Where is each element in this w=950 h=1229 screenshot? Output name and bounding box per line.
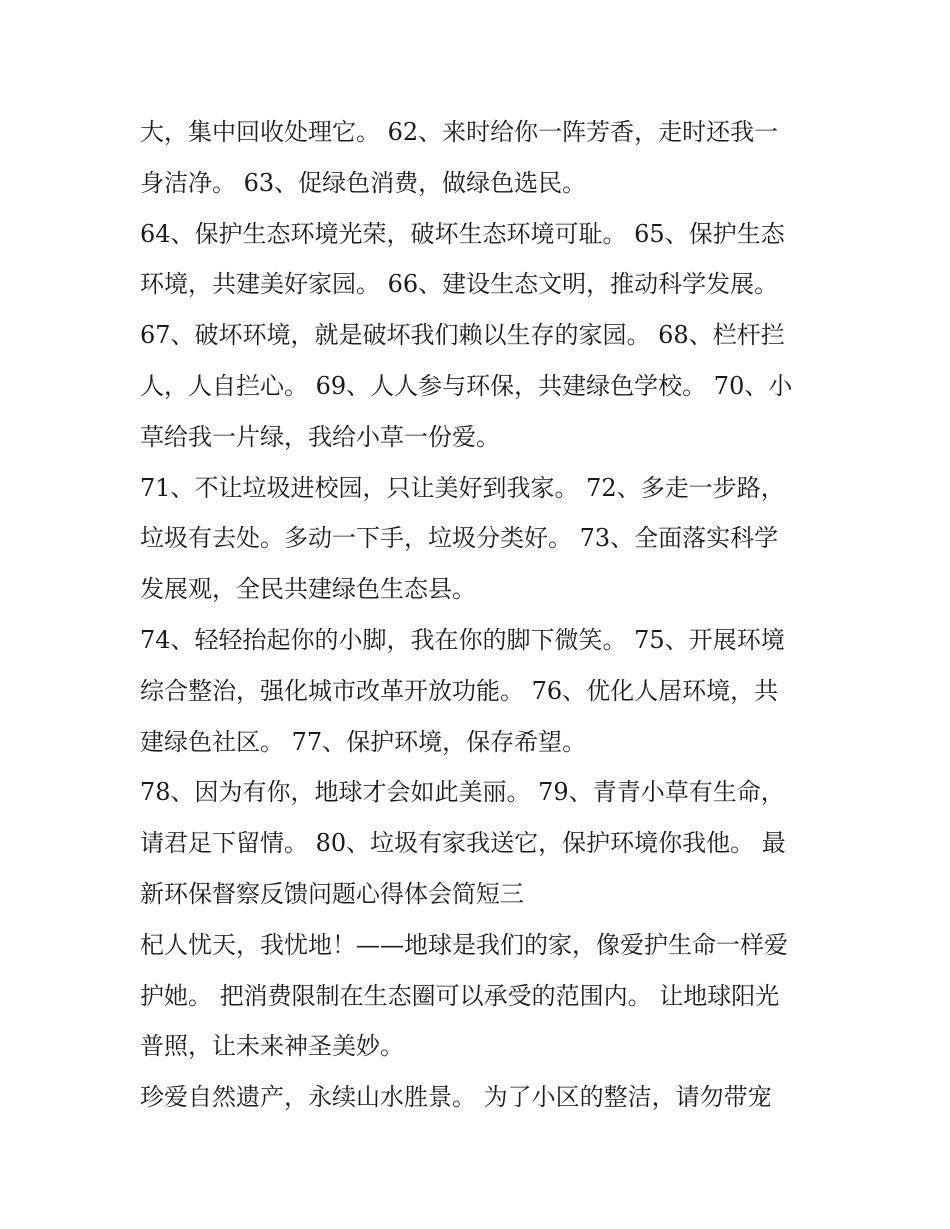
text-line: 草给我一片绿，我给小草一份爱。 (140, 422, 500, 451)
text-line: 杞人忧天，我忧地！——地球是我们的家，像爱护生命一样爱 (140, 930, 788, 959)
text-line: 78、因为有你，地球才会如此美丽。 79、青青小草有生命， (140, 778, 785, 807)
text-line: 71、不让垃圾进校园，只让美好到我家。 72、多走一步路， (140, 473, 785, 502)
text-line: 环境，共建美好家园。 66、建设生态文明，推动科学发展。 (140, 270, 779, 299)
text-line: 请君足下留情。 80、垃圾有家我送它，保护环境你我他。 最 (140, 829, 786, 858)
text-line: 珍爱自然遗产，永续山水胜景。 为了小区的整洁，请勿带宠 (140, 1083, 772, 1112)
body-text (140, 107, 820, 1123)
text-line: 身洁净。 63、促绿色消费，做绿色选民。 (140, 168, 587, 197)
text-line: 64、保护生态环境光荣，破坏生态环境可耻。 65、保护生态 (140, 219, 785, 248)
text-line: 普照，让未来神圣美妙。 (140, 1032, 404, 1061)
text-line: 垃圾有去处。多动一下手，垃圾分类好。 73、全面落实科学 (140, 524, 779, 553)
text-line: 综合整治，强化城市改革开放功能。 76、优化人居环境，共 (140, 676, 779, 705)
text-line: 74、轻轻抬起你的小脚，我在你的脚下微笑。 75、开展环境 (140, 625, 785, 654)
text-line: 发展观，全民共建绿色生态县。 (140, 575, 476, 604)
text-line: 大，集中回收处理它。 62、来时给你一阵芳香，走时还我一 (140, 118, 779, 146)
text-line: 建绿色社区。 77、保护环境，保存希望。 (140, 727, 587, 756)
text-line: 人，人自拦心。 69、人人参与环保，共建绿色学校。 70、小 (140, 371, 793, 400)
text-line: 新环保督察反馈问题心得体会简短三 (140, 879, 524, 908)
text-line: 67、破坏环境，就是破坏我们赖以生存的家园。 68、栏杆拦 (140, 321, 785, 350)
text-line: 护她。 把消费限制在生态圈可以承受的范围内。 让地球阳光 (140, 981, 780, 1010)
